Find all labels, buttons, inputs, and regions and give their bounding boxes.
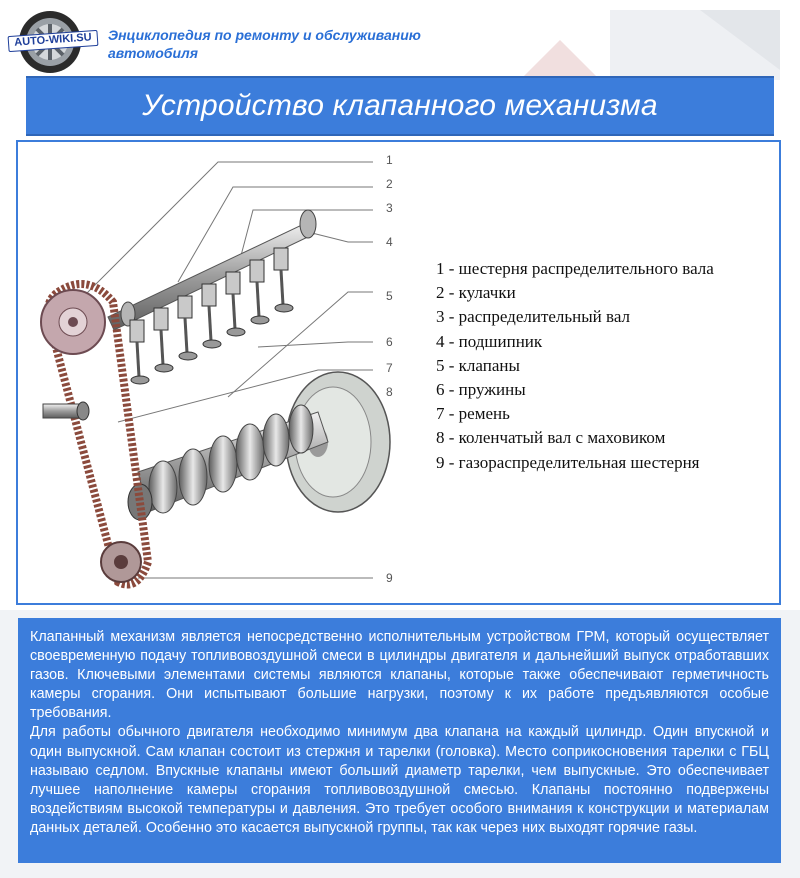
logo-text: AUTO-WIKI.SU [8,30,99,52]
callout-number: 3 [386,201,393,215]
legend-item: 9 - газораспределительная шестерня [436,452,700,472]
figure-panel [16,140,781,605]
callout-numbers [386,153,393,585]
callout-number: 6 [386,335,393,349]
callout-number: 4 [386,235,393,249]
legend-item: 6 - пружины [436,379,526,399]
callout-number: 2 [386,177,393,191]
crankshaft-sprocket [101,542,141,582]
legend-item: 8 - коленчатый вал с маховиком [436,428,666,448]
legend-item: 1 - шестерня распределительного вала [436,259,714,278]
legend [436,257,714,475]
legend-item: 5 - клапаны [436,355,520,375]
paragraph: Для работы обычного двигателя необходимо минимум два клапана на каждый цилиндр. Один впускной и один выпускной. Сам клапан состоит из стержня и тарелки (головка). Место соприкосновения тарелки с ГБЦ называю седлом. Впускные клапаны имеют больший диаметр тарелки, чем выпускные. Это обеспечивает лучшее наполнение камеры сгорания топливовоздушной смесью. Клапаны постоянно подвержены воздействиям высокой температуры и давления. Это требует особого внимания к конструкции и материалам данных деталей. Особенно это касается выпускной группы, так как через них выходят горячие газы. [30,724,769,836]
legend-item: 4 - подшипник [436,331,543,351]
site-description: Энциклопедия по ремонту и обслуживанию автомобиля [108,27,421,61]
callout-number: 1 [386,153,393,167]
camshaft-gear [41,290,105,354]
paragraph: Клапанный механизм является непосредственно исполнительным устройством ГРМ, который осуществляет своевременную подачу топливовоздушной смеси в цилиндры двигателя и дальнейший выпуск отработавших газов. Ключевыми элементами системы являются клапаны, которые также обеспечивают герметичность камеры сгорания. Они испытывают большие нагрузки, поэтому к их работе предъявляются особые требования. [30,629,769,722]
title-bar [26,76,774,136]
callout-number: 5 [386,289,393,303]
description-panel [18,618,781,863]
callout-number: 7 [386,361,393,375]
belt-tensioner [43,402,89,420]
legend-item: 3 - распределительный вал [436,307,631,327]
legend-item: 2 - кулачки [436,283,516,303]
legend-item: 7 - ремень [436,404,510,424]
callout-number: 8 [386,385,393,399]
callout-number: 9 [386,571,393,585]
page-title: Устройство клапанного механизма [142,89,658,122]
